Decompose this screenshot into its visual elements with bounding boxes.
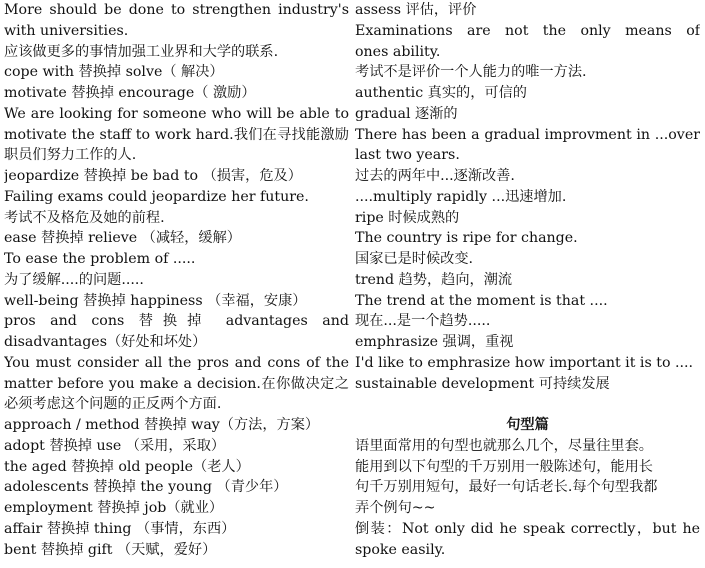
- text-line: 语里面常用的句型也就那么几个，尽量往里套。: [355, 437, 653, 454]
- text-line: ease 替换掉 relieve （减轻，缓解）: [4, 230, 241, 247]
- text-line: The trend at the moment is that ....: [355, 292, 608, 309]
- text-line: affair 替换掉 thing （事情，东西）: [4, 520, 236, 537]
- text-line: 应该做更多的事情加强工业界和大学的联系.: [4, 43, 279, 60]
- text-line: ....multiply rapidly ...迅速增加.: [355, 188, 567, 205]
- text-line: trend 趋势，趋向，潮流: [355, 271, 513, 288]
- text-line: 句千万别用短句，最好一句话老长.每个句型我都: [355, 479, 658, 496]
- text-line: There has been a gradual improvment in ...over: [355, 126, 700, 143]
- text-line: 过去的两年中...逐渐改善.: [355, 168, 515, 184]
- right-column: [355, 0, 700, 560]
- text-line: ripe 时候成熟的: [355, 209, 460, 226]
- text-line: motivate 替换掉 encourage（ 激励）: [4, 85, 256, 101]
- text-line: We are looking for someone who will be able to: [4, 105, 349, 122]
- text-line: 职员们努力工作的人.: [4, 147, 137, 164]
- text-line: gradual 逐渐的: [355, 105, 458, 122]
- text-line: adopt 替换掉 use （采用，采取）: [4, 437, 226, 454]
- text-line: motivate the staff to work hard.我们在寻找能激励: [4, 126, 349, 143]
- text-line: 能用到以下句型的千万别用一般陈述句，能用长: [355, 458, 653, 475]
- text-line: 现在...是一个趋势.....: [355, 313, 491, 330]
- text-line: [355, 394, 700, 415]
- text-line: Examinations are not the only means of: [355, 22, 700, 39]
- text-line: 为了缓解....的问题.....: [4, 271, 144, 288]
- text-line: jeopardize 替换掉 be bad to （损害，危及）: [4, 168, 302, 184]
- text-line: You must consider all the pros and cons of the: [4, 354, 349, 371]
- text-line: emphrasize 强调，重视: [355, 334, 514, 350]
- text-line: matter before you make a decision.在你做决定之: [4, 375, 349, 392]
- text-line: adolescents 替换掉 the young （青少年）: [4, 479, 288, 496]
- section-heading: 句型篇: [506, 417, 549, 433]
- text-line: well-being 替换掉 happiness （幸福，安康）: [4, 292, 307, 309]
- text-line: 国家已是时候改变.: [355, 251, 474, 267]
- text-line: assess 评估，评价: [355, 2, 477, 18]
- text-line: approach / method 替换掉 way（方法，方案）: [4, 417, 320, 433]
- text-line: 考试不是评价一个人能力的唯一方法.: [355, 64, 587, 81]
- text-line: spoke easily.: [355, 541, 446, 558]
- text-line: the aged 替换掉 old people（老人）: [4, 458, 250, 475]
- text-line: cope with 替换掉 solve（ 解决）: [4, 64, 224, 81]
- text-line: authentic 真实的，可信的: [355, 85, 527, 101]
- text-line: 弄个例句~~: [355, 500, 436, 516]
- text-line: disadvantages（好处和坏处）: [4, 334, 207, 350]
- text-line: 考试不及格危及她的前程.: [4, 209, 165, 226]
- text-line: sustainable development 可持续发展: [355, 375, 610, 392]
- text-line: with universities.: [4, 22, 129, 39]
- left-column: [4, 0, 349, 560]
- text-line: 倒装：Not only did he speak correctly，but he: [355, 520, 700, 537]
- text-line: To ease the problem of .....: [4, 251, 196, 267]
- text-line: ones ability.: [355, 43, 441, 60]
- text-line: bent 替换掉 gift （天赋，爱好）: [4, 541, 217, 558]
- text-line: Failing exams could jeopardize her future.: [4, 188, 309, 205]
- text-line: I'd like to emphrasize how important it is to ....: [355, 354, 694, 371]
- text-line: last two years.: [355, 147, 460, 164]
- text-line: employment 替换掉 job（就业）: [4, 500, 224, 516]
- text-line: More should be done to strengthen industry's: [4, 2, 349, 18]
- text-line: The country is ripe for change.: [355, 230, 578, 247]
- text-line: 必须考虑这个问题的正反两个方面.: [4, 396, 222, 413]
- text-line: pros and cons 替换掉 advantages and: [4, 313, 349, 330]
